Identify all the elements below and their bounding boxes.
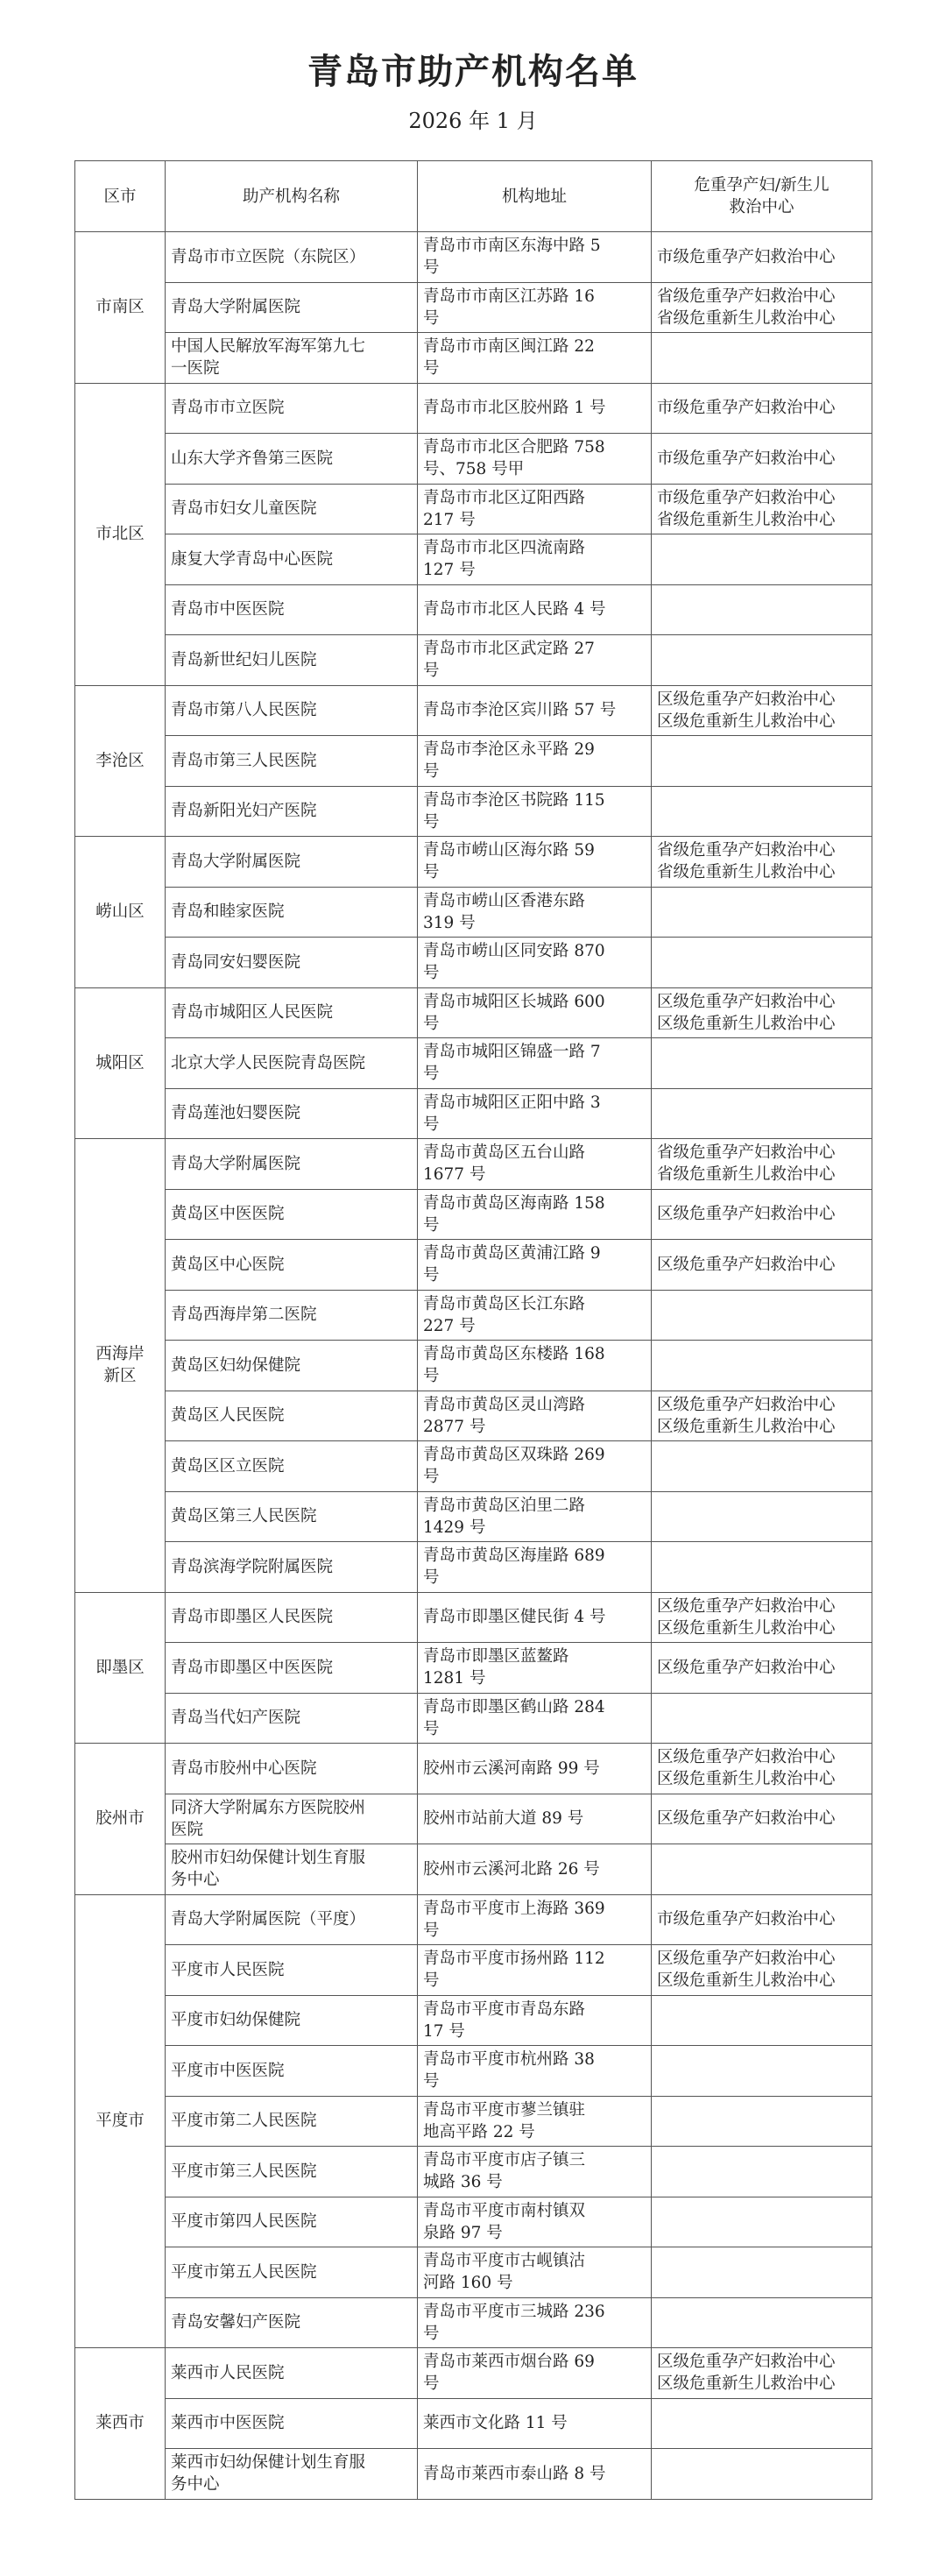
address-cell: 青岛市黄岛区五台山路 1677 号 — [418, 1139, 652, 1190]
address-cell: 青岛市即墨区鹤山路 284 号 — [418, 1693, 652, 1744]
center-cell: 市级危重孕产妇救治中心 省级危重新生儿救治中心 — [652, 484, 872, 534]
address-cell: 青岛市平度市三城路 236 号 — [418, 2297, 652, 2348]
center-cell: 区级危重孕产妇救治中心 区级危重新生儿救治中心 — [652, 685, 872, 736]
table-row — [75, 2398, 872, 2449]
institution-name-cell: 青岛安馨妇产医院 — [166, 2297, 418, 2348]
institution-name-cell: 青岛大学附属医院 — [166, 1139, 418, 1190]
institution-name-cell: 莱西市中医医院 — [166, 2398, 418, 2449]
institution-name-cell: 同济大学附属东方医院胶州 医院 — [166, 1794, 418, 1844]
center-cell — [652, 938, 872, 988]
institution-name-cell: 青岛市即墨区中医医院 — [166, 1643, 418, 1694]
table-row — [75, 2197, 872, 2247]
region-cell: 胶州市 — [75, 1744, 166, 1895]
table-row — [75, 2297, 872, 2348]
institution-name-cell: 山东大学齐鲁第三医院 — [166, 434, 418, 485]
table-row — [75, 1139, 872, 1190]
document-title: 青岛市助产机构名单 — [307, 52, 639, 92]
address-cell: 青岛市黄岛区泊里二路 1429 号 — [418, 1491, 652, 1542]
table-row — [75, 987, 872, 1038]
center-cell: 区级危重孕产妇救治中心 区级危重新生儿救治中心 — [652, 987, 872, 1038]
table-row — [75, 1341, 872, 1391]
center-cell — [652, 1038, 872, 1089]
institution-name-cell: 黄岛区中心医院 — [166, 1240, 418, 1291]
address-cell: 青岛市市北区人民路 4 号 — [418, 584, 652, 635]
address-cell: 青岛市平度市古岘镇沽 河路 160 号 — [418, 2247, 652, 2298]
institution-name-cell: 青岛西海岸第二医院 — [166, 1290, 418, 1341]
table-row — [75, 1592, 872, 1643]
center-cell: 区级危重孕产妇救治中心 区级危重新生儿救治中心 — [652, 1744, 872, 1794]
center-cell — [652, 584, 872, 635]
header-center: 危重孕产妇/新生儿 救治中心 — [652, 161, 872, 232]
address-cell: 青岛市莱西市烟台路 69 号 — [418, 2348, 652, 2399]
center-cell: 市级危重孕产妇救治中心 — [652, 1894, 872, 1945]
center-cell — [652, 1693, 872, 1744]
table-row — [75, 1894, 872, 1945]
table-row — [75, 1693, 872, 1744]
table-row — [75, 1945, 872, 1996]
table-row — [75, 837, 872, 888]
address-cell: 青岛市崂山区海尔路 59 号 — [418, 837, 652, 888]
address-cell: 青岛市市南区江苏路 16 号 — [418, 282, 652, 333]
region-cell: 即墨区 — [75, 1592, 166, 1744]
table-row — [75, 1744, 872, 1794]
table-row — [75, 1995, 872, 2046]
center-cell — [652, 2147, 872, 2197]
table-row — [75, 2348, 872, 2399]
table-row — [75, 1844, 872, 1895]
institution-name-cell: 青岛市妇女儿童医院 — [166, 484, 418, 534]
institution-name-cell: 平度市妇幼保健院 — [166, 1995, 418, 2046]
center-cell — [652, 887, 872, 938]
address-cell: 青岛市黄岛区灵山湾路 2877 号 — [418, 1391, 652, 1441]
table-row — [75, 1391, 872, 1441]
table-row — [75, 383, 872, 434]
table-row — [75, 887, 872, 938]
institution-name-cell: 黄岛区妇幼保健院 — [166, 1341, 418, 1391]
table-row — [75, 333, 872, 384]
table-row — [75, 938, 872, 988]
address-cell: 青岛市平度市杭州路 38 号 — [418, 2046, 652, 2097]
center-cell — [652, 2247, 872, 2298]
table-row — [75, 736, 872, 787]
center-cell — [652, 1341, 872, 1391]
center-cell — [652, 736, 872, 787]
address-cell: 青岛市即墨区健民街 4 号 — [418, 1592, 652, 1643]
center-cell — [652, 1441, 872, 1492]
institution-table — [74, 160, 872, 2500]
institution-name-cell: 青岛大学附属医院（平度） — [166, 1894, 418, 1945]
address-cell: 青岛市崂山区香港东路 319 号 — [418, 887, 652, 938]
address-cell: 青岛市城阳区锦盛一路 7 号 — [418, 1038, 652, 1089]
center-cell: 区级危重孕产妇救治中心 区级危重新生儿救治中心 — [652, 1592, 872, 1643]
center-cell — [652, 1088, 872, 1139]
institution-name-cell: 青岛市中医医院 — [166, 584, 418, 635]
table-row — [75, 1794, 872, 1844]
address-cell: 青岛市李沧区书院路 115 号 — [418, 786, 652, 837]
institution-name-cell: 青岛市第八人民医院 — [166, 685, 418, 736]
center-cell: 市级危重孕产妇救治中心 — [652, 383, 872, 434]
center-cell: 省级危重孕产妇救治中心 省级危重新生儿救治中心 — [652, 837, 872, 888]
center-cell — [652, 635, 872, 686]
institution-name-cell: 青岛和睦家医院 — [166, 887, 418, 938]
table-row — [75, 2147, 872, 2197]
region-cell: 平度市 — [75, 1894, 166, 2348]
table-row — [75, 2247, 872, 2298]
center-cell: 省级危重孕产妇救治中心 省级危重新生儿救治中心 — [652, 282, 872, 333]
center-cell — [652, 2297, 872, 2348]
institution-name-cell: 黄岛区人民医院 — [166, 1391, 418, 1441]
table-row — [75, 434, 872, 485]
institution-name-cell: 青岛同安妇婴医院 — [166, 938, 418, 988]
table-row — [75, 2046, 872, 2097]
center-cell: 区级危重孕产妇救治中心 区级危重新生儿救治中心 — [652, 1391, 872, 1441]
institution-name-cell: 青岛市胶州中心医院 — [166, 1744, 418, 1794]
center-cell: 市级危重孕产妇救治中心 — [652, 232, 872, 283]
institution-name-cell: 青岛市第三人民医院 — [166, 736, 418, 787]
institution-name-cell: 莱西市妇幼保健计划生育服 务中心 — [166, 2449, 418, 2500]
institution-name-cell: 平度市人民医院 — [166, 1945, 418, 1996]
table-body — [75, 232, 872, 2500]
region-cell: 市北区 — [75, 383, 166, 685]
center-cell — [652, 1995, 872, 2046]
institution-name-cell: 青岛莲池妇婴医院 — [166, 1088, 418, 1139]
address-cell: 青岛市黄岛区海南路 158 号 — [418, 1189, 652, 1240]
address-cell: 青岛市黄岛区双珠路 269 号 — [418, 1441, 652, 1492]
center-cell — [652, 1844, 872, 1895]
center-cell: 区级危重孕产妇救治中心 — [652, 1189, 872, 1240]
address-cell: 青岛市李沧区宾川路 57 号 — [418, 685, 652, 736]
table-row — [75, 685, 872, 736]
address-cell: 青岛市即墨区蓝鳌路 1281 号 — [418, 1643, 652, 1694]
center-cell: 区级危重孕产妇救治中心 — [652, 1240, 872, 1291]
table-row — [75, 635, 872, 686]
institution-name-cell: 青岛大学附属医院 — [166, 837, 418, 888]
institution-name-cell: 青岛滨海学院附属医院 — [166, 1542, 418, 1593]
header-address: 机构地址 — [418, 161, 652, 232]
institution-name-cell: 青岛新世纪妇儿医院 — [166, 635, 418, 686]
institution-name-cell: 黄岛区中医医院 — [166, 1189, 418, 1240]
institution-name-cell: 康复大学青岛中心医院 — [166, 534, 418, 585]
center-cell: 区级危重孕产妇救治中心 区级危重新生儿救治中心 — [652, 1945, 872, 1996]
address-cell: 青岛市市南区闽江路 22 号 — [418, 333, 652, 384]
table-row — [75, 786, 872, 837]
institution-name-cell: 北京大学人民医院青岛医院 — [166, 1038, 418, 1089]
address-cell: 青岛市市北区合肥路 758 号、758 号甲 — [418, 434, 652, 485]
address-cell: 青岛市黄岛区海崖路 689 号 — [418, 1542, 652, 1593]
table-row — [75, 1189, 872, 1240]
institution-name-cell: 中国人民解放军海军第九七 一医院 — [166, 333, 418, 384]
address-cell: 青岛市黄岛区黄浦江路 9 号 — [418, 1240, 652, 1291]
region-cell: 西海岸 新区 — [75, 1139, 166, 1593]
table-row — [75, 1643, 872, 1694]
region-cell: 市南区 — [75, 232, 166, 384]
table-row — [75, 1038, 872, 1089]
center-cell: 区级危重孕产妇救治中心 — [652, 1643, 872, 1694]
header-name: 助产机构名称 — [166, 161, 418, 232]
table-row — [75, 1240, 872, 1291]
table-row — [75, 2096, 872, 2147]
institution-name-cell: 青岛市市立医院（东院区） — [166, 232, 418, 283]
center-cell: 省级危重孕产妇救治中心 省级危重新生儿救治中心 — [652, 1139, 872, 1190]
region-cell: 城阳区 — [75, 987, 166, 1139]
center-cell — [652, 2096, 872, 2147]
address-cell: 青岛市市北区四流南路 127 号 — [418, 534, 652, 585]
address-cell: 青岛市崂山区同安路 870 号 — [418, 938, 652, 988]
table-row — [75, 1088, 872, 1139]
table-row — [75, 1441, 872, 1492]
center-cell — [652, 2046, 872, 2097]
center-cell: 区级危重孕产妇救治中心 — [652, 1794, 872, 1844]
address-cell: 胶州市云溪河北路 26 号 — [418, 1844, 652, 1895]
address-cell: 青岛市莱西市泰山路 8 号 — [418, 2449, 652, 2500]
institution-name-cell: 青岛新阳光妇产医院 — [166, 786, 418, 837]
address-cell: 青岛市平度市店子镇三 城路 36 号 — [418, 2147, 652, 2197]
address-cell: 胶州市站前大道 89 号 — [418, 1794, 652, 1844]
table-row — [75, 282, 872, 333]
table-row — [75, 1542, 872, 1593]
table-row — [75, 484, 872, 534]
center-cell — [652, 534, 872, 585]
address-cell: 青岛市平度市青岛东路 17 号 — [418, 1995, 652, 2046]
address-cell: 青岛市平度市扬州路 112 号 — [418, 1945, 652, 1996]
institution-name-cell: 青岛市城阳区人民医院 — [166, 987, 418, 1038]
address-cell: 莱西市文化路 11 号 — [418, 2398, 652, 2449]
table-row — [75, 584, 872, 635]
address-cell: 青岛市李沧区永平路 29 号 — [418, 736, 652, 787]
institution-name-cell: 平度市第二人民医院 — [166, 2096, 418, 2147]
center-cell — [652, 333, 872, 384]
table-header-row — [75, 161, 872, 232]
table-row — [75, 534, 872, 585]
center-cell — [652, 2398, 872, 2449]
address-cell: 青岛市平度市南村镇双 泉路 97 号 — [418, 2197, 652, 2247]
document-date: 2026 年 1 月 — [408, 109, 538, 133]
address-cell: 青岛市市北区辽阳西路 217 号 — [418, 484, 652, 534]
region-cell: 李沧区 — [75, 685, 166, 837]
region-cell: 莱西市 — [75, 2348, 166, 2500]
institution-name-cell: 平度市第四人民医院 — [166, 2197, 418, 2247]
center-cell — [652, 2197, 872, 2247]
region-cell: 崂山区 — [75, 837, 166, 988]
table-row — [75, 1491, 872, 1542]
institution-name-cell: 青岛市市立医院 — [166, 383, 418, 434]
center-cell — [652, 2449, 872, 2500]
address-cell: 胶州市云溪河南路 99 号 — [418, 1744, 652, 1794]
address-cell: 青岛市平度市上海路 369 号 — [418, 1894, 652, 1945]
center-cell — [652, 1290, 872, 1341]
center-cell — [652, 1542, 872, 1593]
institution-name-cell: 黄岛区区立医院 — [166, 1441, 418, 1492]
institution-name-cell: 青岛大学附属医院 — [166, 282, 418, 333]
institution-name-cell: 莱西市人民医院 — [166, 2348, 418, 2399]
institution-name-cell: 黄岛区第三人民医院 — [166, 1491, 418, 1542]
center-cell: 区级危重孕产妇救治中心 区级危重新生儿救治中心 — [652, 2348, 872, 2399]
address-cell: 青岛市城阳区正阳中路 3 号 — [418, 1088, 652, 1139]
institution-name-cell: 平度市中医医院 — [166, 2046, 418, 2097]
center-cell — [652, 1491, 872, 1542]
address-cell: 青岛市市南区东海中路 5 号 — [418, 232, 652, 283]
table-row — [75, 1290, 872, 1341]
table-row — [75, 2449, 872, 2500]
address-cell: 青岛市城阳区长城路 600 号 — [418, 987, 652, 1038]
header-region: 区市 — [75, 161, 166, 232]
address-cell: 青岛市黄岛区东楼路 168 号 — [418, 1341, 652, 1391]
table-row — [75, 232, 872, 283]
institution-name-cell: 胶州市妇幼保健计划生育服 务中心 — [166, 1844, 418, 1895]
institution-name-cell: 平度市第五人民医院 — [166, 2247, 418, 2298]
address-cell: 青岛市平度市蓼兰镇驻 地高平路 22 号 — [418, 2096, 652, 2147]
institution-name-cell: 青岛市即墨区人民医院 — [166, 1592, 418, 1643]
center-cell: 市级危重孕产妇救治中心 — [652, 434, 872, 485]
address-cell: 青岛市市北区胶州路 1 号 — [418, 383, 652, 434]
institution-name-cell: 青岛当代妇产医院 — [166, 1693, 418, 1744]
institution-name-cell: 平度市第三人民医院 — [166, 2147, 418, 2197]
center-cell — [652, 786, 872, 837]
address-cell: 青岛市市北区武定路 27 号 — [418, 635, 652, 686]
address-cell: 青岛市黄岛区长江东路 227 号 — [418, 1290, 652, 1341]
